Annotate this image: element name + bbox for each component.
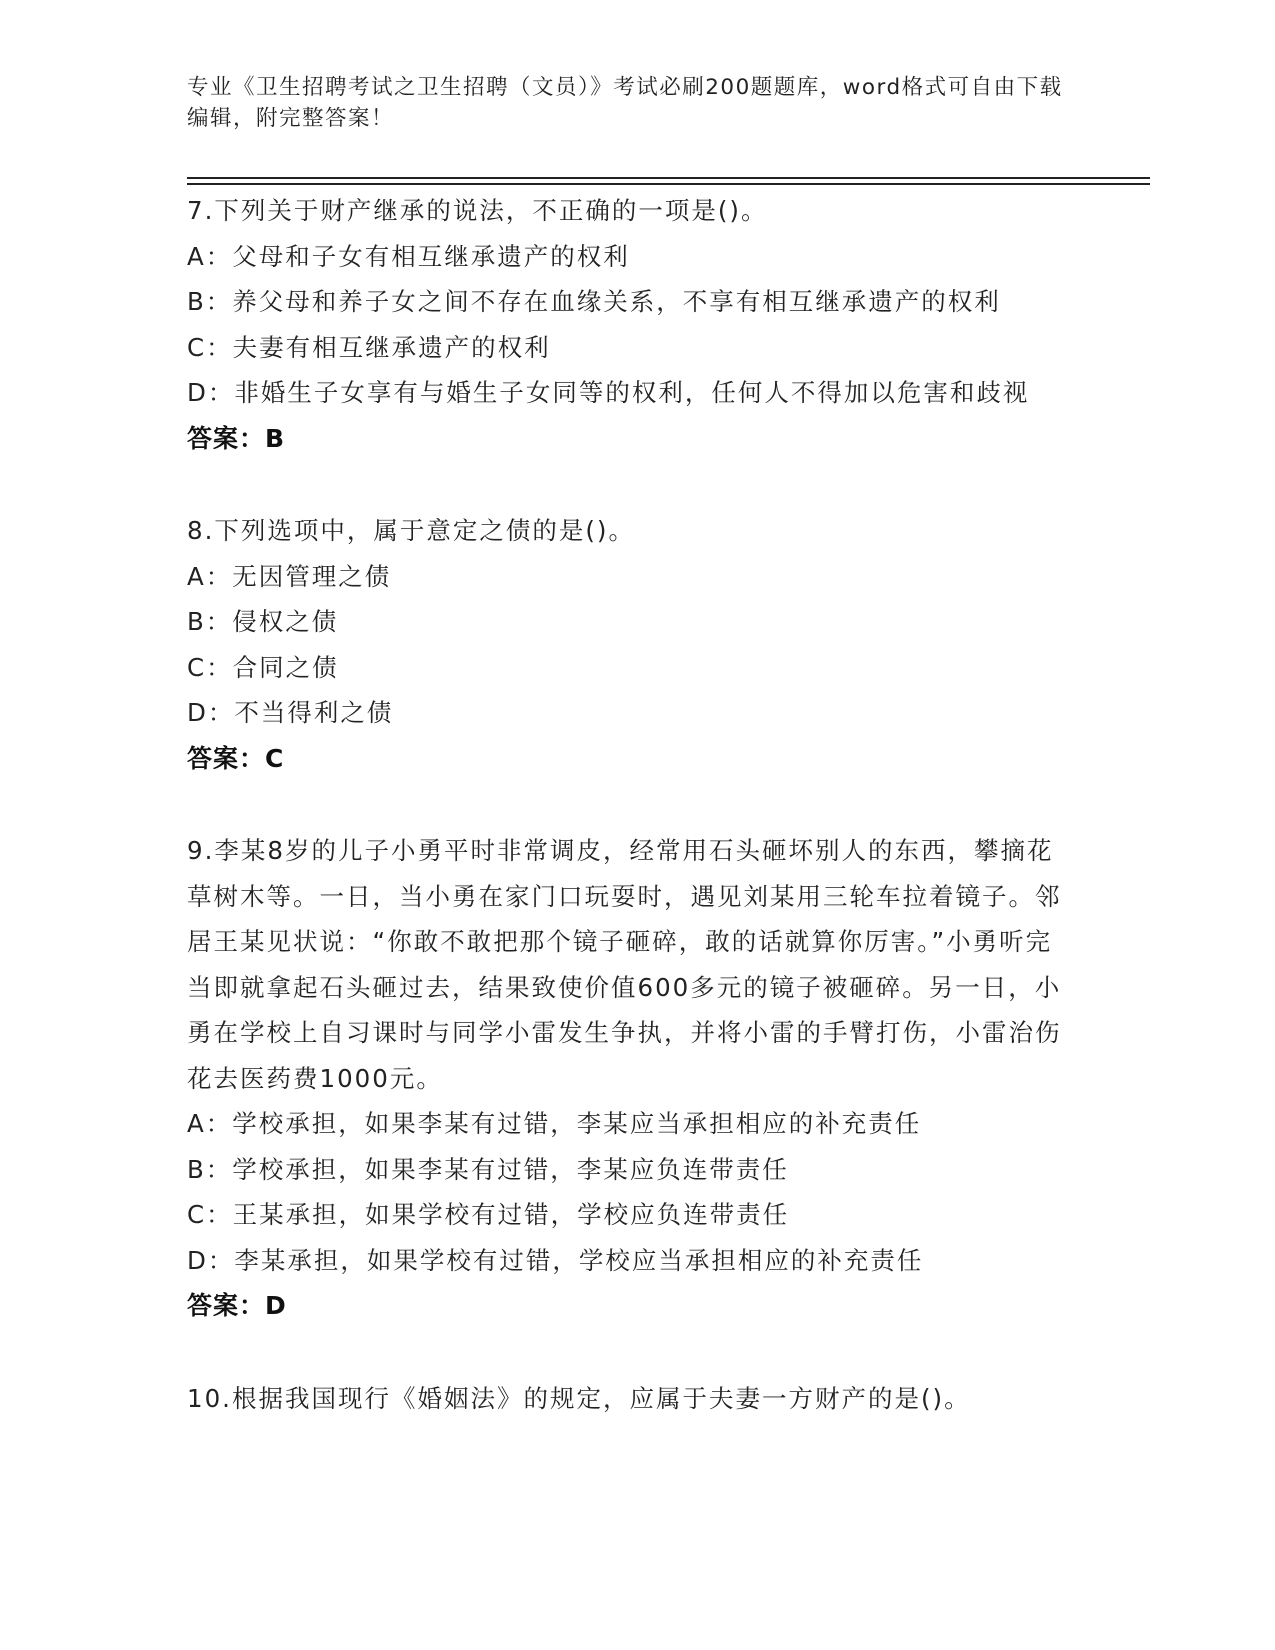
- document-header: 专业《卫生招聘考试之卫生招聘（文员）》考试必刷200题题库，word格式可自由下载编辑，附完整答案！: [187, 75, 1063, 131]
- header-rule-top: [187, 177, 1150, 179]
- question-list: [187, 188, 1067, 1421]
- option-a: A：父母和子女有相互继承遗产的权利: [187, 241, 630, 271]
- answer: 答案：C: [187, 743, 285, 773]
- question-text: 10.根据我国现行《婚姻法》的规定，应属于夫妻一方财产的是()。: [187, 1383, 971, 1413]
- question-text: 7.下列关于财产继承的说法，不正确的一项是()。: [187, 196, 768, 225]
- option-a: A：学校承担，如果李某有过错，李某应当承担相应的补充责任: [187, 1109, 922, 1138]
- option-b: B：侵权之债: [187, 607, 339, 636]
- option-a: A：无因管理之债: [187, 561, 392, 591]
- header-rule-bottom: [187, 183, 1150, 185]
- spacer: [187, 781, 1067, 828]
- question-9: [187, 828, 1067, 1329]
- option-d: D：李某承担，如果学校有过错，学校应当承担相应的补充责任: [187, 1245, 924, 1275]
- question-10: [187, 1376, 1067, 1422]
- option-b: B：学校承担，如果李某有过错，李某应负连带责任: [187, 1154, 789, 1184]
- answer: 答案：D: [187, 1291, 287, 1320]
- spacer: [187, 461, 1067, 508]
- option-c: C：合同之债: [187, 652, 339, 682]
- option-d: D：非婚生子女享有与婚生子女同等的权利，任何人不得加以危害和歧视: [187, 378, 1030, 407]
- option-d: D：不当得利之债: [187, 698, 394, 727]
- question-7: [187, 188, 1067, 461]
- option-c: C：王某承担，如果学校有过错，学校应负连带责任: [187, 1200, 790, 1229]
- question-8: [187, 508, 1067, 781]
- question-text: 9.李某8岁的儿子小勇平时非常调皮，经常用石头砸坏别人的东西，攀摘花草树木等。一日，当小勇在家门口玩耍时，遇见刘某用三轮车拉着镜子。邻居王某见状说：“你敢不敢把那个镜子砸碎，敢的话就算你厉害。”小勇听完当即就拿起石头砸过去，结果致使价值600多元的镜子被砸碎。另一日，小勇在学校上自习课时与同学小雷发生争执，并将小雷的手臂打伤，小雷治伤花去医药费1000元。: [187, 836, 1062, 1093]
- spacer: [187, 1329, 1067, 1376]
- answer: 答案：B: [187, 423, 286, 453]
- option-b: B：养父母和养子女之间不存在血缘关系，不享有相互继承遗产的权利: [187, 287, 1001, 316]
- question-text: 8.下列选项中，属于意定之债的是()。: [187, 516, 635, 545]
- option-c: C：夫妻有相互继承遗产的权利: [187, 332, 551, 362]
